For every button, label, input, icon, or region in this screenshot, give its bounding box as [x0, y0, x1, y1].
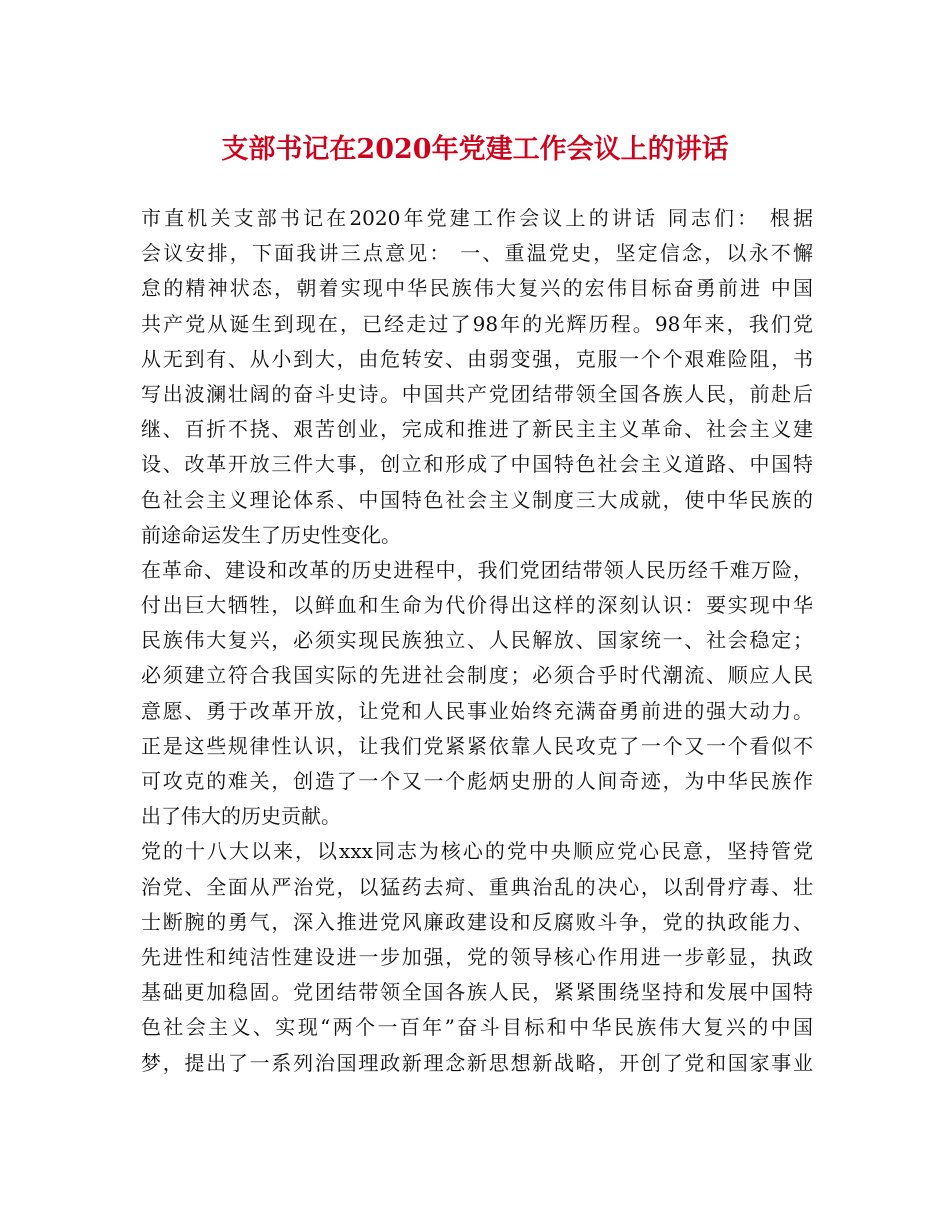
body-line: 先进性和纯洁性建设进一步加强，党的领导核心作用进一步彰显，执政: [141, 944, 813, 969]
body-line: 民族伟大复兴，必须实现民族独立、人民解放、国家统一、社会稳定；: [141, 628, 813, 653]
document-title: 支部书记在2020年党建工作会议上的讲话: [221, 134, 729, 165]
body-line: 色社会主义理论体系、中国特色社会主义制度三大成就，使中华民族的: [141, 487, 813, 512]
body-line: 基础更加稳固。党团结带领全国各族人民，紧紧围绕坚持和发展中国特: [141, 980, 813, 1005]
body-line: 梦，提出了一系列治国理政新理念新思想新战略，开创了党和国家事业: [141, 1050, 813, 1075]
body-line: 怠的精神状态，朝着实现中华民族伟大复兴的宏伟目标奋勇前进 中国: [141, 276, 813, 301]
body-line: 继、百折不挠、艰苦创业，完成和推进了新民主主义革命、社会主义建: [141, 417, 813, 442]
body-line: 从无到有、从小到大，由危转安、由弱变强，克服一个个艰难险阻，书: [141, 346, 813, 371]
body-line: 市直机关支部书记在2020年党建工作会议上的讲话 同志们： 根据: [141, 206, 813, 230]
body-line: 写出波澜壮阔的奋斗史诗。中国共产党团结带领全国各族人民，前赴后: [141, 381, 813, 406]
body-line: 党的十八大以来，以xxx同志为核心的党中央顺应党心民意，坚持管党: [141, 839, 813, 864]
body-line: 正是这些规律性认识，让我们党紧紧依靠人民攻克了一个又一个看似不: [141, 733, 813, 758]
body-line: 付出巨大牺牲，以鲜血和生命为代价得出这样的深刻认识：要实现中华: [141, 593, 813, 618]
body-line: 必须建立符合我国实际的先进社会制度；必须合乎时代潮流、顺应人民: [141, 663, 813, 688]
body-line: 色社会主义、实现“两个一百年”奋斗目标和中华民族伟大复兴的中国: [141, 1015, 813, 1040]
document-body: [141, 201, 813, 1081]
body-line: 共产党从诞生到现在，已经走过了98年的光辉历程。98年来，我们党: [141, 311, 813, 336]
body-line: 可攻克的难关，创造了一个又一个彪炳史册的人间奇迹，为中华民族作: [141, 769, 813, 793]
body-line: 出了伟大的历史贡献。: [141, 804, 341, 829]
body-line: 前途命运发生了历史性变化。: [141, 522, 401, 547]
body-line: 在革命、建设和改革的历史进程中，我们党团结带领人民历经千难万险，: [141, 557, 813, 582]
body-line: 治党、全面从严治党，以猛药去疴、重典治乱的决心，以刮骨疗毒、壮: [141, 874, 813, 899]
body-line: 会议安排，下面我讲三点意见： 一、重温党史，坚定信念，以永不懈: [141, 241, 813, 266]
body-line: 士断腕的勇气，深入推进党风廉政建设和反腐败斗争，党的执政能力、: [141, 909, 813, 934]
body-line: 意愿、勇于改革开放，让党和人民事业始终充满奋勇前进的强大动力。: [141, 698, 813, 723]
body-line: 设、改革开放三件大事，创立和形成了中国特色社会主义道路、中国特: [141, 452, 813, 477]
